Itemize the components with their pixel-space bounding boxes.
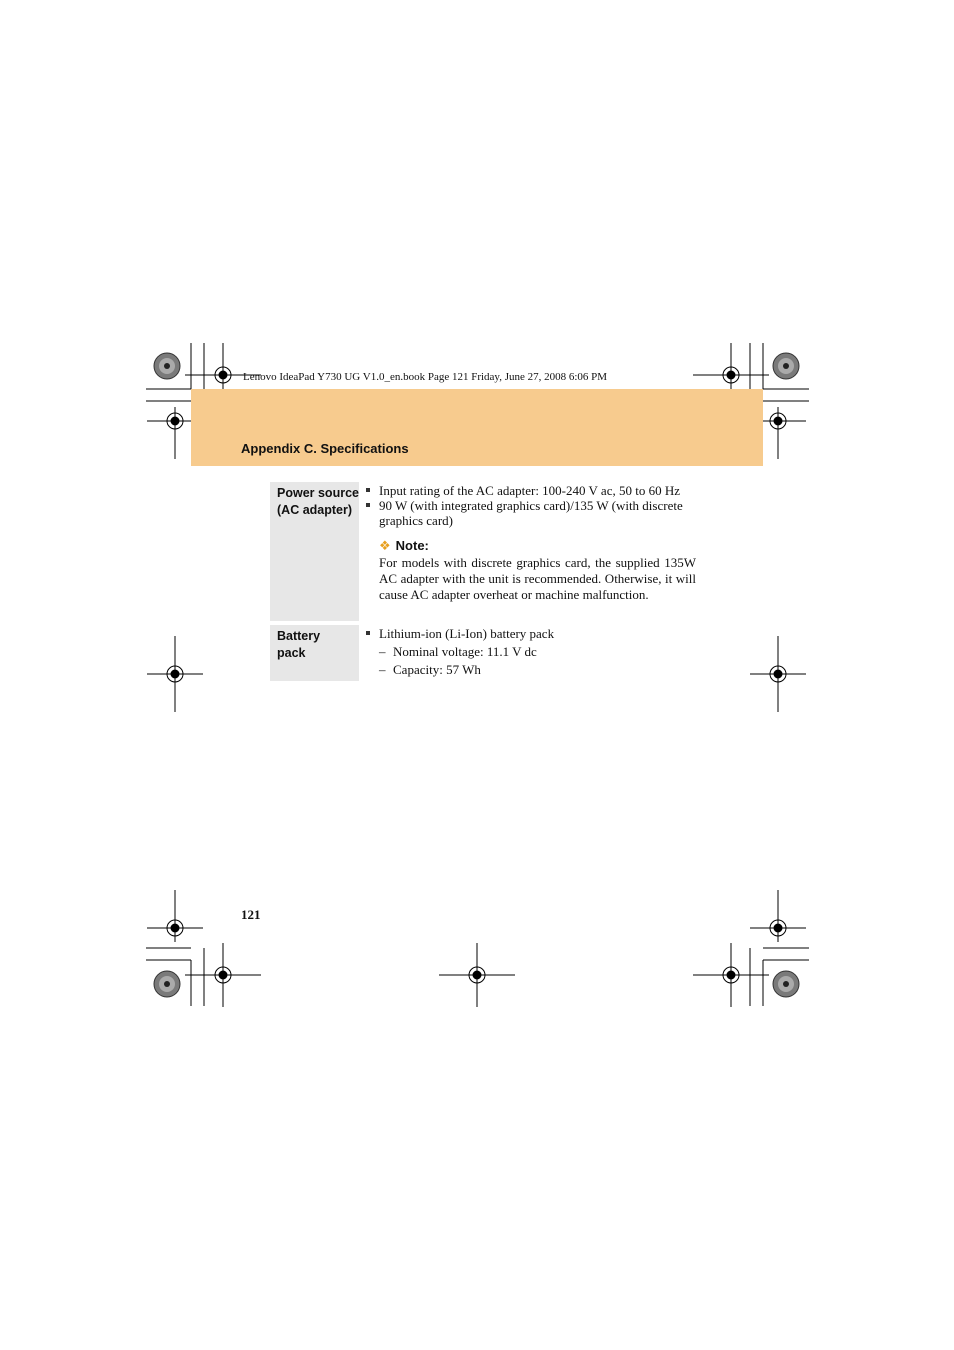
spec-label-line: Battery (277, 629, 321, 643)
spec-label-line: Power source (277, 486, 359, 500)
sub-list (379, 643, 697, 679)
list-item: Lithium-ion (Li-Ion) battery pack (365, 626, 697, 641)
print-slug: Lenovo IdeaPad Y730 UG V1.0_en.book Page 121 Friday, June 27, 2008 6:06 PM (243, 371, 608, 383)
note-block (379, 537, 696, 603)
section-title: Appendix C. Specifications (241, 441, 409, 456)
note-header: ❖ Note: (379, 538, 429, 553)
list-item: 90 W (with integrated graphics card)/135 W (with discrete graphics card) (365, 498, 697, 528)
list-item: – Capacity: 57 Wh (379, 662, 481, 677)
note-text: For models with discrete graphics card, the supplied 135W AC adapter with the unit is recommended. Otherwise, it will cause AC adapter overheat or machine malfunction. (379, 555, 696, 602)
bullet-icon (366, 488, 370, 492)
bullet-icon (366, 631, 370, 635)
dash-icon: – (379, 662, 386, 677)
bullet-icon (366, 503, 370, 507)
spec-content-power-source (365, 483, 697, 528)
spec-label-line: (AC adapter) (277, 503, 353, 517)
spec-content-battery-pack (365, 626, 697, 641)
list-item: – Nominal voltage: 11.1 V dc (379, 644, 537, 659)
dash-icon: – (379, 644, 386, 659)
page-number: 121 (241, 907, 261, 922)
spec-label-line: pack (277, 646, 306, 660)
spec-label-battery-pack (270, 625, 359, 681)
diamond-cluster-icon: ❖ (379, 538, 391, 553)
spec-label-power-source (270, 482, 359, 621)
list-item: Input rating of the AC adapter: 100-240 V ac, 50 to 60 Hz (365, 483, 697, 498)
